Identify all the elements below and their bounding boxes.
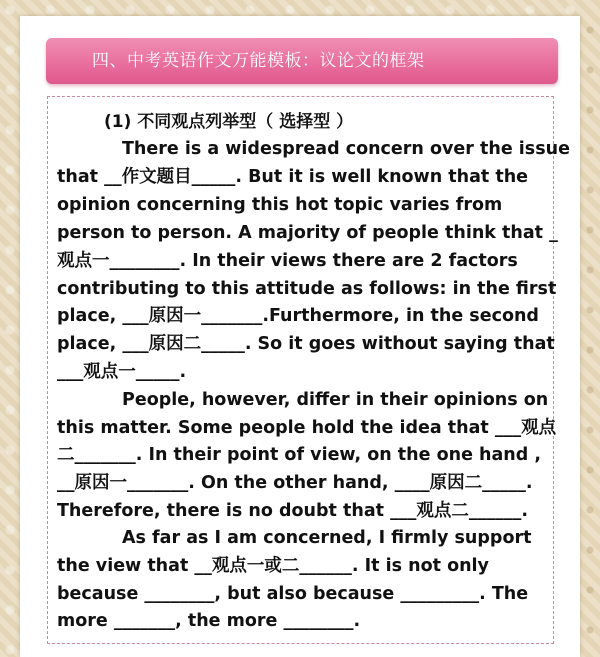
paragraph-line: __原因一_______. On the other hand, ____原因二_____.	[57, 473, 533, 493]
paragraph-line: that __作文题目_____. But it is well known that the	[57, 167, 529, 187]
paragraph-line: this matter. Some people hold the idea that ___观点	[57, 418, 557, 438]
paragraph-line: because ________, but also because _________. The	[57, 584, 529, 604]
paragraph-line: 二_______. In their point of view, on the one hand ,	[57, 445, 542, 465]
paragraph-line: People, however, differ in their opinions on	[122, 390, 549, 410]
paragraph-line: 观点一________. In their views there are 2 factors	[57, 251, 518, 271]
paragraph-line: ___观点一_____.	[57, 362, 187, 382]
paragraph-line: person to person. A majority of people think that _	[57, 223, 558, 243]
section-heading: (1) 不同观点列举型（ 选择型 ）	[104, 112, 354, 132]
paragraph-line: place, ___原因二_____. So it goes without saying that	[57, 334, 555, 354]
paragraph-line: opinion concerning this hot topic varies from	[57, 195, 503, 215]
paragraph-line: more _______, the more ________.	[57, 611, 361, 631]
paragraph-line: As far as I am concerned, I firmly support	[122, 528, 532, 548]
paragraph-line: place, ___原因一_______.Furthermore, in the second	[57, 306, 539, 326]
paragraph-line: Therefore, there is no doubt that ___观点二______.	[57, 501, 528, 521]
paragraph-line: contributing to this attitude as follows: in the first	[57, 279, 557, 299]
banner-title: 四、中考英语作文万能模板：议论文的框架	[92, 51, 425, 71]
paragraph-line: There is a widespread concern over the issue	[122, 139, 570, 159]
paragraph-line: the view that __观点一或二______. It is not only	[57, 556, 489, 576]
